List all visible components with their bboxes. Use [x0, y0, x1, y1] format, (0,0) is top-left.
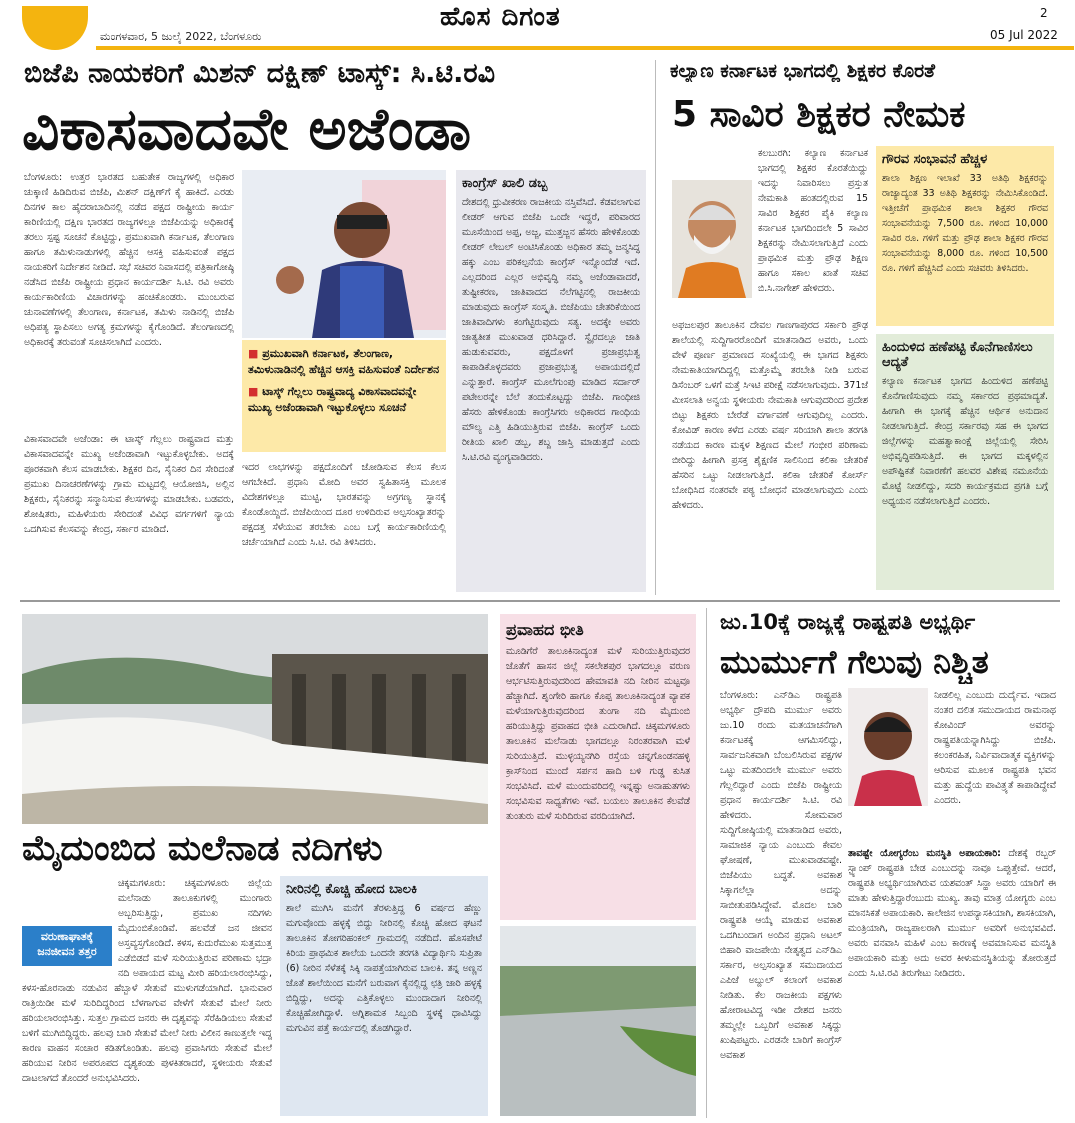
honorarium-text: ಶಾಲಾ ಶಿಕ್ಷಣ ಇಲಾಖೆ 33 ಅತಿಥಿ ಶಿಕ್ಷಕರನ್ನು ರಾಜ್ಯಾದ್ಯಂತ 33 ಅತಿಥಿ ಶಿಕ್ಷಕರನ್ನು ನೇಮಿಸಿಕೊಂಡಿದೆ. ಇತ್ತೀಚೆಗೆ ಪ್ರಾಥಮಿಕ ಶಾಲಾ ಶಿಕ್ಷಕರ ಗೌರವ ಸಂಭಾವನೆಯನ್ನು 7,500 ರೂ. ಗಳಿಂದ 10,000 ಸಾವಿರ ರೂ. ಗಳಿಗೆ ಮತ್ತು ಪ್ರೌಢ ಶಾಲಾ ಶಿಕ್ಷಕರ ಗೌರವ ಸಂಭಾವನೆಯನ್ನು 8,000 ರೂ. ಗಳಿಂದ 10,500 ರೂ. ಗಳಿಗೆ ಹೆಚ್ಚಿಸಿದೆ ಎಂದು ಸಚಿವರು ತಿಳಿಸಿದರು.: [882, 173, 1048, 274]
story1-headline: ವಿಕಾಸವಾದವೇ ಅಜೆಂಡಾ: [22, 96, 472, 162]
story4-rest-text: ದೇಶಕ್ಕೆ ರಬ್ಬರ್ ಸ್ಟ್ಯಾಂಪ್ ರಾಷ್ಟ್ರಪತಿ ಬೇಡ ಎಂಬುದನ್ನು ನಾವೂ ಒಪ್ಪುತ್ತೇವೆ. ಆದರೆ, ರಾಷ್ಟ್ರಪತಿ ಅಭ್ಯರ್ಥಿಯಾಗಿರುವ ಯಶವಂತ್ ಸಿನ್ಹಾ ಅವರು ಯಾರಿಗೆ ಈ ಮಾತು ಹೇಳುತ್ತಿದ್ದಾರೆಂಬುದು ಮುಖ್ಯ. ತಾವು ಮಾತ್ರ ಯೋಗ್ಯರು ಎಂಬ ಮಾನಸಿಕತೆ ಅಪಾಯಕಾರಿ. ಕಾಲೇಜಿನ ಉಪನ್ಯಾಸಕಿಯಾಗಿ, ಶಾಸಕಿಯಾಗಿ, ಮಂತ್ರಿಯಾಗಿ, ರಾಜ್ಯಪಾಲರಾಗಿ ಮುರ್ಮು ಅವರಿಗೆ ಅನುಭವವಿದೆ. ಅವರು ವನವಾಸಿ ಮಹಿಳೆ ಎಂಬ ಕಾರಣಕ್ಕೆ ಅವಮಾನಿಸುವ ಮನಸ್ಥಿತಿ ಅಪಾಯಕಾರಿ ಮತ್ತು ಅದು ಅವರ ಕೀಳುಮನಸ್ಥಿತಿಯನ್ನು ತೋರುತ್ತದೆ ಎಂದು ಸಿ.ಟಿ.ರವಿ ತಿರುಗೇಟು ನೀಡಿದರು.: [848, 848, 1056, 979]
story3-text: [22, 876, 272, 1116]
story4-subhead: ತಾವಷ್ಟೇ ಯೋಗ್ಯರೆಂಬ ಮನಸ್ಥಿತಿ ಅಪಾಯಕಾರಿ:: [848, 848, 1001, 859]
page-number: 2: [1040, 6, 1048, 20]
ct-ravi-photo: [242, 170, 446, 338]
story2-kicker: ಕಲ್ಯಾಣ ಕರ್ನಾಟಕ ಭಾಗದಲ್ಲಿ ಶಿಕ್ಷಕರ ಕೊರತೆ: [670, 60, 935, 82]
dam-photo: [22, 614, 488, 824]
story2-col-top: [672, 146, 868, 316]
girl-swept-box: [280, 876, 488, 1116]
story3-tag: ವರುಣಾಘಾತಕ್ಕೆ ಜನಜೀವನ ತತ್ತರ: [22, 926, 112, 966]
flood-road-photo: [500, 926, 696, 1116]
masthead: ಹೊಸ ದಿಗಂತ: [440, 2, 561, 32]
story2-lead-text: ಕಲಬುರಗಿ: ಕಲ್ಯಾಣ ಕರ್ನಾಟಕ ಭಾಗದಲ್ಲಿ ಶಿಕ್ಷಕರ ಕೊರತೆಯಿದ್ದು ಇದನ್ನು ನಿವಾರಿಸಲು ಪ್ರಸ್ತುತ ನೇಮಕಾತಿ ಹಂತದಲ್ಲಿರುವ 15 ಸಾವಿರ ಶಿಕ್ಷಕರ ಪೈಕಿ ಕಲ್ಯಾಣ ಕರ್ನಾಟಕ ಭಾಗದಿಂದಲೇ 5 ಸಾವಿರ ಶಿಕ್ಷಕರನ್ನು ನೇಮಿಸಲಾಗುತ್ತಿದೆ ಎಂದು ಪ್ರಾಥಮಿಕ ಮತ್ತು ಪ್ರೌಢ ಶಿಕ್ಷಣ ಹಾಗೂ ಸಕಾಲ ಖಾತೆ ಸಚಿವ ಬಿ.ಸಿ.ನಾಗೇಶ್ ಹೇಳಿದರು.: [758, 148, 868, 294]
column-divider: [706, 608, 707, 1118]
person-photo-icon: [242, 170, 446, 338]
backward-tag-title: ಹಿಂದುಳಿದ ಹಣೆಪಟ್ಟಿ ಕೊನೆಗಾಣಿಸಲು ಆದ್ಯತೆ: [882, 340, 1033, 370]
date-line: ಮಂಗಳವಾರ, 5 ಜುಲೈ 2022, ಬೆಂಗಳೂರು: [100, 30, 262, 43]
highlight-item: [248, 346, 440, 378]
flooded-road-icon: [500, 926, 696, 1116]
honorarium-box: [876, 146, 1054, 326]
person-photo-icon: [848, 688, 928, 806]
story4-col2-rest: [848, 846, 1056, 1118]
story4-col2: ನೀಡಲಿಲ್ಲ ಎಂಬುದು ದುರ್ದೈವ. ಇದಾದ ನಂತರ ದಲಿತ ಸಮುದಾಯದ ರಾಮನಾಥ ಕೋವಿಂದ್ ಅವರನ್ನು ರಾಷ್ಟ್ರಪತಿಯನ್ನಾಗಿಸಿದ್ದು ಬಿಜೆಪಿ. ಕಲಂಕರಹಿತ, ನಿರ್ವಿವಾದಾತ್ಮಕ ವ್ಯಕ್ತಿಗಳನ್ನು ಆರಿಸುವ ಮೂಲಕ ರಾಷ್ಟ್ರಪತಿ ಭವನ ಮತ್ತು ಹುದ್ದೆಯ ಪಾವಿತ್ರ್ಯತೆ ಕಾಪಾಡಿದ್ದೇವೆ ಎಂದರು.: [934, 690, 1056, 806]
story1-col1: ಬೆಂಗಳೂರು: ಉತ್ತರ ಭಾರತದ ಬಹುತೇಕ ರಾಜ್ಯಗಳಲ್ಲಿ ಅಧಿಕಾರ ಚುಕ್ಕಾಣಿ ಹಿಡಿದಿರುವ ಬಿಜೆಪಿ, ಮಿಶನ್ ದಕ್ಷಿಣ್‌ಗೆ ಕೈ ಹಾಕಿದೆ. ಎರಡು ದಿನಗಳ ಕಾಲ ಹೈದರಾಬಾದಿನಲ್ಲಿ ನಡೆದ ಪಕ್ಷದ ರಾಷ್ಟ್ರೀಯ ಕಾರ್ಯ ಕಾರಿಣಿಯಲ್ಲಿ ದಕ್ಷಿಣ ಭಾರತದ ರಾಜ್ಯಗಳಲ್ಲೂ ಬಿಜೆಪಿಯನ್ನು ಅಧಿಕಾರಕ್ಕೆ ತರಲು ಸ್ಪಷ್ಟ ಸೂಚನೆ ಕೊಟ್ಟಿದ್ದು, ಪ್ರಮುಖವಾಗಿ ಕರ್ನಾಟಕ, ತೆಲಂಗಾಣ ಹಾಗೂ ತಮಿಳುನಾಡುಗಳಲ್ಲಿ ಹೆಚ್ಚಿನ ಆಸಕ್ತಿ ವಹಿಸುವಂತೆ ಪಕ್ಷದ ನಾಯಕರಿಗೆ ನಿರ್ದೇಶನ ನೀಡಿದೆ. ಸಭೆ ಸಚಿವರ ನಿವಾಸದಲ್ಲಿ ಪತ್ರಿಕಾಗೋಷ್ಠಿ ನಡೆಸಿದ ಬಿಜೆಪಿ ರಾಷ್ಟ್ರೀಯ ಪ್ರಧಾನ ಕಾರ್ಯದರ್ಶಿ ಸಿ.ಟಿ. ರವಿ ಅವರು ಕಾರ್ಯಕಾರಿಣಿಯ ವಿಚಾರಗಳನ್ನು ಹಂಚಿಕೊಂಡರು. ಮುಂಬರುವ ಚುನಾವಣೆಗಳಲ್ಲಿ ತೆಲಂಗಾಣ, ಕರ್ನಾಟಕ, ತಮಿಳು ನಾಡಿನಲ್ಲಿ ಬಿಜೆಪಿ ಅಧಿಪತ್ಯ ಸ್ಥಾಪಿಸಲು ಅಗತ್ಯ ಕ್ರಮಗಳನ್ನು ಕೈಗೊಂಡಿದೆ. ತೆಲಂಗಾಣದಲ್ಲಿ ಅಧಿಕಾರಕ್ಕೆ ತರುವಂತೆ ಸೂಚಿಸಲಾಗಿದೆ ಎಂದರು.: [24, 172, 234, 348]
story2-headline: 5 ಸಾವಿರ ಶಿಕ್ಷಕರ ನೇಮಕ: [672, 94, 966, 135]
sidebar-title: ಕಾಂಗ್ರೆಸ್ ಖಾಲಿ ಡಬ್ಬ: [462, 176, 548, 191]
story4-headline: ಮುರ್ಮುಗೆ ಗೆಲುವು ನಿಶ್ಚಿತ: [720, 643, 989, 681]
section-rule: [20, 600, 1060, 602]
story3-body: ಚಿಕ್ಕಮಗಳೂರು: ಚಿಕ್ಕಮಗಳೂರು ಜಿಲ್ಲೆಯ ಮಲೆನಾಡು ತಾಲೂಕುಗಳಲ್ಲಿ ಮುಂಗಾರು ಅಬ್ಬರಿಸುತ್ತಿದ್ದು, ಪ್ರಮುಖ ನದಿಗಳು ಮೈದುಂಬಿಕೊಂಡಿವೆ. ಹಲವೆಡೆ ಜನ ಜೀವನ ಅಸ್ತವ್ಯಸ್ತಗೊಂಡಿದೆ. ಕಳಸ, ಕುದುರೆಮುಖ ಸುತ್ತಮುತ್ತ ಎಡೆಬಿಡದೆ ಮಳೆ ಸುರಿಯುತ್ತಿರುವ ಪರಿಣಾಮ ಭದ್ರಾ ನದಿ ಅಪಾಯದ ಮಟ್ಟ ಮೀರಿ ಹರಿಯಲಾರಂಭಿಸಿದ್ದು, ಕಳಸ-ಹೊರನಾಡು ನಡುವಿನ ಹೆಬ್ಬಾಳೆ ಸೇತುವೆ ಮುಳುಗಡೆಯಾಗಿದೆ. ಭಾನುವಾರ ರಾತ್ರಿಯಿಡೀ ಮಳೆ ಸುರಿದಿದ್ದರಿಂದ ಬೆಳಗಾಗುವ ವೇಳೆಗೆ ಸೇತುವೆ ಮೇಲೆ ನೀರು ಹರಿಯಲಾರಂಭಿಸಿತ್ತು. ಸುತ್ತಲ ಗ್ರಾಮದ ಜನರು ಈ ದೃಶ್ಯವನ್ನು ಸೆರೆಹಿಡಿಯಲು ಸೇತುವೆ ಬಳಿಗೆ ಮುಗಿಬಿದ್ದಿದ್ದರು. ಹಲವು ಬಾರಿ ಸೇತುವೆ ಮೇಲೆ ನೀರು ವಿಲೀನ ಕಾಣುತ್ತಲೇ ಇದ್ದ ಕಾರಣ ವಾಹನ ಸಂಚಾರ ಕಡಿತಗೊಂಡಿತು. ಹಲವು ಪ್ರವಾಸಿಗರು ಸೇತುವೆ ಮೇಲೆ ಹರಿಯುವ ನೀರಿನ ಅಪರೂಪದ ದೃಶ್ಯಕಂಡು ಪುಳಕಿತರಾದರೆ, ಸ್ಥಳೀಯರು ಸೇತುವೆ ದಾಟಲಾಗದೆ ತೊಂದರೆ ಅನುಭವಿಸಿದರು.: [22, 878, 272, 1084]
backward-tag-box: [876, 334, 1054, 590]
print-date: 05 Jul 2022: [990, 28, 1058, 42]
highlight-text: ಪ್ರಮುಖವಾಗಿ ಕರ್ನಾಟಕ, ತೆಲಂಗಾಣ, ತಮಿಳುನಾಡಿನಲ್ಲಿ ಹೆಚ್ಚಿನ ಆಸಕ್ತಿ ವಹಿಸುವಂತೆ ನಿರ್ದೇಶನ: [248, 347, 440, 376]
bullet-icon: ■: [248, 385, 263, 398]
murmu-photo: [848, 688, 928, 806]
girl-swept-title: ನೀರಿನಲ್ಲಿ ಕೊಚ್ಚಿ ಹೋದ ಬಾಲಕಿ: [286, 882, 418, 897]
story1-kicker: ಬಿಜೆಪಿ ನಾಯಕರಿಗೆ ಮಿಶನ್ ದಕ್ಷಿಣ್ ಟಾಸ್ಕ್: ಸಿ.ಟಿ.ರವಿ: [24, 58, 496, 89]
page-header: [0, 0, 1075, 52]
highlight-item: [248, 384, 440, 416]
flood-fear-box: [500, 614, 696, 920]
sidebar-text: ದೇಶದಲ್ಲಿ ಧ್ರುವೀಕರಣ ರಾಜಕೀಯ ನಸ್ತಿವೆಸಿದೆ. ಕೆಡವಲಾಗುವ ಲೀಡರ್ ಆಗುವ ಬಿಜೆಪಿ ಒಂದೇ ಇದ್ದರೆ, ಪರಿವಾರದ ಮೂಸೆಯಿಂದ ಅಪ್ಪ, ಅಜ್ಜ, ಮುತ್ತಜ್ಜನ ಹೆಸರು ಹೇಳಿಕೊಂಡು ಲೀಡರ್ ಲೇಬಲ್ ಅಂಟಿಸಿಕೊಂಡು ಅಧಿಕಾರ ತಮ್ಮ ಜನ್ಮಸಿದ್ಧ ಹಕ್ಕು ಎಂಬ ಪರಿಕಲ್ಪನೆಯ ಕಾಂಗ್ರೆಸ್ ಇನ್ನೊಂದೆಡೆ ಇದೆ. ಎಲ್ಲದರಿಂದ ಎಲ್ಲರ ಅಭಿವೃದ್ಧಿ ನಮ್ಮ ಅಜೆಂಡಾವಾದರೆ, ತುಷ್ಟೀಕರಣ, ಜಾತಿವಾದದ ನೆಲೆಗಟ್ಟಿನಲ್ಲಿ ರಾಜಕೀಯ ಮಾಡುವುದು ಕಾಂಗ್ರೆಸ್ ಸಂಸ್ಕೃತಿ. ಬಿಜೆಪಿಯು ಚೇತರಿಕೆಯಿಂದ ಜಾತಿವಾದಿಗಳು ಕಂಗೆಟ್ಟಿರುವುದು ಸತ್ಯ. ಅದಕ್ಕೇ ಅವರು ಜಾತ್ಯತೀತ ಮುಖವಾಡ ಧರಿಸಿದ್ದಾರೆ. ಸ್ವೈರದಲ್ಲೂ ಜಾತಿ ಹುಡುಕುವವರು, ಪಕ್ಷದೊಳಗೆ ಪ್ರಜಾಪ್ರಭುತ್ವ ಕಾಪಾಡಿಕೊಳ್ಳದವರು ಪ್ರಜಾಪ್ರಭುತ್ವ ಅಪಾಯದಲ್ಲಿದೆ ಎನ್ನುತ್ತಾರೆ. ಕಾಂಗ್ರೆಸ್ ಮೂಲೆಗುಂಪು ಮಾಡಿದ ಸರ್ದಾರ್ ಪಟೇಲರನ್ನೇ ಬೆಲೆ ತಂದುಕೊಟ್ಟದ್ದು ಬಿಜೆಪಿ. ಗಾಂಧೀಜಿ ಹೆಸರು ಹೇಳಿಕೊಂಡು ಕಾಂಗ್ರೆಸಿಗರು ಅಧಿಕಾರದ ಗಾಂಧಿಯ ಮೌಲ್ಯ ಎತ್ತಿ ಹಿಡಿಯುತ್ತಿರುವ ಬಿಜೆಪಿ. ಕಾಂಗ್ರೆಸ್ ಒಂದು ರೀತಿಯ ಖಾಲಿ ಡಬ್ಬ, ಶಬ್ದ ಜಾಸ್ತಿ ಮಾಡುತ್ತದೆ ಎಂದು ಸಿ.ಟಿ.ರವಿ ವ್ಯಂಗ್ಯವಾಡಿದರು.: [462, 197, 640, 463]
flood-fear-title: ಪ್ರವಾಹದ ಭೀತಿ: [506, 620, 584, 639]
dam-water-icon: [22, 614, 488, 824]
congress-sidebar: [456, 170, 646, 592]
backward-tag-text: ಕಲ್ಯಾಣ ಕರ್ನಾಟಕ ಭಾಗದ ಹಿಂದುಳಿದ ಹಣೆಪಟ್ಟಿ ಕೊನೆಗಾಣಿಸುವುದು ನಮ್ಮ ಸರ್ಕಾರದ ಪ್ರಥಮಾದ್ಯತೆ. ಹೀಗಾಗಿ ಈ ಭಾಗಕ್ಕೆ ಹೆಚ್ಚಿನ ಆರ್ಥಿಕ ಅನುದಾನ ನೀಡಲಾಗುತ್ತಿದೆ. ಕೇಂದ್ರ ಸರ್ಕಾರವು ಸಹ ಈ ಭಾಗದ ಜಿಲ್ಲೆಗಳನ್ನು ಮಹತ್ವಾಕಾಂಕ್ಷೆ ಜಿಲ್ಲೆಯಲ್ಲಿ ಸೇರಿಸಿ ಅಭಿವೃದ್ಧಿಪಡಿಸುತ್ತಿದೆ. ಈ ಭಾಗದ ಮಕ್ಕಳಲ್ಲಿನ ಅಪೌಷ್ಟಿಕತೆ ನಿವಾರಣೆಗೆ ಹಲವರ ವಿಶೇಷ ನಮೂನೆಯ ಮೊಟ್ಟೆ ನೀಡಲಿದ್ದು, ಸದರಿ ಕಾರ್ಯಕ್ರಮದ ಪ್ರಗತಿ ಬಗ್ಗೆ ಅಧ್ಯಯನ ನಡೆಸಲಾಗುತ್ತಿದೆ ಎಂದರು.: [882, 376, 1048, 507]
header-rule: [96, 46, 1074, 50]
story3-headline: ಮೈದುಂಬಿದ ಮಲೆನಾಡ ನದಿಗಳು: [22, 829, 383, 869]
girl-swept-text: ಶಾಲೆ ಮುಗಿಸಿ ಮನೆಗೆ ತೆರಳುತ್ತಿದ್ದ 6 ವರ್ಷದ ಹೆಣ್ಣು ಮಗುವೊಂದು ಹಳ್ಳಕ್ಕೆ ಬಿದ್ದು ನೀರಿನಲ್ಲಿ ಕೊಚ್ಚಿ ಹೋದ ಘಟನೆ ತಾಲೂಕಿನ ತೋಗರಿಹಂಕಲ್ ಗ್ರಾಮದಲ್ಲಿ ನಡೆದಿದೆ. ಹೊಸಪೇಟೆ ಕಿರಿಯ ಪ್ರಾಥಮಿಕ ಶಾಲೆಯ ಒಂದನೇ ತರಗತಿ ವಿದ್ಯಾರ್ಥಿನಿ ಸುಪ್ರಿತಾ (6) ನೀರಿನ ಸೆಳೆತಕ್ಕೆ ಸಿಕ್ಕಿ ನಾಪತ್ತೆಯಾಗಿರುವ ಬಾಲಕಿ. ತನ್ನ ಅಣ್ಣನ ಜೊತೆ ಶಾಲೆಯಿಂದ ಮನೆಗೆ ಬರುವಾಗ ಕೈನಲ್ಲಿದ್ದ ಛತ್ರಿ ಜಾರಿ ಹಳ್ಳಕ್ಕೆ ಬಿದ್ದಿದ್ದು, ಅದನ್ನು ಎತ್ತಿಕೊಳ್ಳಲು ಮುಂದಾದಾಗ ನೀರಿನಲ್ಲಿ ಕೊಚ್ಚಿಹೋಗಿದ್ದಾಳೆ. ಅಗ್ನಿಶಾಮಕ ಸಿಬ್ಬಂದಿ ಸ್ಥಳಕ್ಕೆ ಧಾವಿಸಿದ್ದು ಮಗುವಿನ ಪತ್ತೆ ಕಾರ್ಯದಲ್ಲಿ ತೊಡಗಿದ್ದಾರೆ.: [286, 903, 482, 1034]
story1-col2b: ಇದರ ಲಾಭಗಳನ್ನು ಪಕ್ಷದೊಂದಿಗೆ ಜೋಡಿಸುವ ಕೆಲಸ ಕೆಲಸ ಆಗಬೇಕಿದೆ. ಪ್ರಧಾನಿ ಮೋದಿ ಅವರ ಸ್ವಹಿತಾಸಕ್ತಿ ಮೂಲಕ ವಿದೇಶಗಳಲ್ಲೂ ಮುಟ್ಟಿ, ಭಾರತವನ್ನು ಅಗ್ರಗಣ್ಯ ಸ್ಥಾನಕ್ಕೆ ಕೊಂಡೊಯ್ದಿದೆ. ಬಿಜೆಪಿಯಿಂದ ದೂರ ಉಳಿದಿರುವ ಅಲ್ಪಸಂಖ್ಯಾತರನ್ನು ಪಕ್ಷದತ್ತ ಸೆಳೆಯುವ ತರಬೇಕು ಎಂಬ ಬಗ್ಗೆ ಕಾರ್ಯಕಾರಿಣಿಯಲ್ಲಿ ಚರ್ಚೆಯಾಗಿದೆ ಎಂದು ಸಿ.ಟಿ. ರವಿ ತಿಳಿಸಿದರು.: [242, 462, 446, 548]
story4-col1: ಬೆಂಗಳೂರು: ಎನ್‌ಡಿಎ ರಾಷ್ಟ್ರಪತಿ ಅಭ್ಯರ್ಥಿ ದ್ರೌಪದಿ ಮುರ್ಮು ಅವರು ಜು.10 ರಂದು ಮತಯಾಚನೆಗಾಗಿ ಕರ್ನಾಟಕಕ್ಕೆ ಆಗಮಿಸಲಿದ್ದು, ಸಾರ್ವಜನಿಕವಾಗಿ ಬೆಂಬಲಿಸಿರುವ ಪಕ್ಷಗಳ ಒಟ್ಟು ಮತದಿಂದಲೇ ಮುರ್ಮು ಅವರು ಗೆಲ್ಲಲಿದ್ದಾರೆ ಎಂದು ಬಿಜೆಪಿ ರಾಷ್ಟ್ರೀಯ ಪ್ರಧಾನ ಕಾರ್ಯದರ್ಶಿ ಸಿ.ಟಿ. ರವಿ ಹೇಳಿದರು. ಸೋಮವಾರ ಸುದ್ದಿಗೋಷ್ಠಿಯಲ್ಲಿ ಮಾತನಾಡಿದ ಅವರು, ಸಾಮಾಜಿಕ ನ್ಯಾಯ ಎಂಬುದು ಕೇವಲ ಘೋಷಣೆ, ಮುಖವಾಡವಷ್ಟೇ. ಬಿಜೆಪಿಯು ಬದ್ಧತೆ. ಅವಕಾಶ ಸಿಕ್ಕಾಗಲೆಲ್ಲಾ ಅದನ್ನು ಸಾಬೀತುಪಡಿಸಿದ್ದೇವೆ. ಮೊದಲ ಬಾರಿ ರಾಷ್ಟ್ರಪತಿ ಆಯ್ಕೆ ಮಾಡುವ ಅವಕಾಶ ಒದಗಿಬಂದಾಗ ಅಂದಿನ ಪ್ರಧಾನಿ ಅಟಲ್ ಬಿಹಾರಿ ವಾಜಪೇಯಿ ನೇತೃತ್ವದ ಎನ್‌ಡಿಎ ಸರ್ಕಾರ, ಅಲ್ಪಸಂಖ್ಯಾತ ಸಮುದಾಯದ ಎಪಿಜೆ ಅಬ್ದುಲ್ ಕಲಾಂಗೆ ಅವಕಾಶ ನೀಡಿತು. ಕೆಲ ರಾಜಕೀಯ ಪಕ್ಷಗಳು ಹೋರಾಟವಿದ್ದ ಇಡೀ ದೇಶದ ಜನರು ತಮ್ಮಲ್ಲೇ ಒಬ್ಬರಿಗೆ ಅವಕಾಶ ಸಿಕ್ಕದ್ದು ಖುಷಿಪಟ್ಟರು. ಎರಡನೇ ಬಾರಿಗೆ ಕಾಂಗ್ರೆಸ್ ಅವಕಾಶ: [720, 690, 842, 1061]
story4-kicker: ಜು.10ಕ್ಕೆ ರಾಜ್ಯಕ್ಕೆ ರಾಷ್ಟ್ರಪತಿ ಅಭ್ಯರ್ಥಿ: [720, 610, 976, 634]
story2-col-bottom: ಅಫಜಲಪುರ ತಾಲೂಕಿನ ದೇವಲ ಗಾಣಗಾಪುರದ ಸರ್ಕಾರಿ ಪ್ರೌಢ ಶಾಲೆಯಲ್ಲಿ ಸುದ್ದಿಗಾರರೊಂದಿಗೆ ಮಾತನಾಡಿದ ಅವರು, ಒಂದು ವೇಳೆ ಪೂರ್ಣ ಪ್ರಮಾಣದ ಸಂಖ್ಯೆಯಲ್ಲಿ ಈ ಭಾಗದ ಶಿಕ್ಷಕರು ನೇಮಕಾತಿಯಾಗದಿದ್ದಲ್ಲಿ ಮತ್ತೊಮ್ಮೆ ತರಬೇತಿ ನೀಡಿ ಬರುವ ಡಿಸೆಂಬರ್ ಒಳಗೆ ಮತ್ತೆ ಸಿಇಟಿ ಪರೀಕ್ಷೆ ನಡೆಸಲಾಗುವುದು. 371ಜೆ ಮೀಸಲಾತಿ ಅನ್ವಯ ಸ್ಥಳೀಯರು ನೇಮಕಾತಿ ಆಗುವುದರಿಂದ ಪ್ರದೇಶ ಬಿಟ್ಟು ಶಿಕ್ಷಕರು ಬೇರೆಡೆ ವರ್ಗಾವಣೆ ಆಗುವುದಿಲ್ಲ ಎಂದರು. ಕೋವಿಡ್ ಕಾರಣ ಕಳೆದ ಎರಡು ವರ್ಷ ಸರಿಯಾಗಿ ಶಾಲಾ ತರಗತಿ ನಡೆಯದ ಕಾರಣ ಮಕ್ಕಳ ಶಿಕ್ಷಣದ ಮೇಲೆ ಗಂಭೀರ ಪರಿಣಾಮ ಬೀರಿದ್ದು ಹೀಗಾಗಿ ಪ್ರಸಕ್ತ ಶೈಕ್ಷಣಿಕ ಸಾಲಿನಿಂದ ಕಲಿಕಾ ಚೇತರಿಕೆ ಹೆಸರಿನ ಒಟ್ಟು ನೀಡಲಾಗುತ್ತಿದೆ. ಕಲಿಕಾ ಚೇತರಿಕೆ ಕೋರ್ಸ್ ಬೋಧಿಸಿದ ನಂತರವೇ ಪಠ್ಯ ಬೋಧನೆ ಮಾಡಲಾಗುವುದು ಎಂದು ಹೇಳಿದರು.: [672, 320, 868, 511]
story1-highlights: [242, 340, 446, 452]
highlight-text: ಟಾಸ್ಕ್ ಗೆಲ್ಲಲು ರಾಷ್ಟ್ರವಾದ್ಯ ವಿಕಾಸವಾದವನ್ನೇ ಮುಖ್ಯ ಅಜೆಂಡಾವಾಗಿ ಇಟ್ಟುಕೊಳ್ಳಲು ಸೂಚನೆ: [248, 385, 417, 414]
bullet-icon: ■: [248, 347, 263, 360]
flood-fear-text: ಮೂಡಿಗೆರೆ ತಾಲೂಕಿನಾದ್ಯಂತ ಮಳೆ ಸುರಿಯುತ್ತಿರುವುದರ ಜೊತೆಗೆ ಹಾಸನ ಜಿಲ್ಲೆ ಸಕಲೇಶಪುರ ಭಾಗದಲ್ಲೂ ವರುಣ ಆರ್ಭಟಿಸುತ್ತಿರುವುದರಿಂದ ಹೇಮಾವತಿ ನದಿ ನೀರಿನ ಮಟ್ಟವೂ ಹೆಚ್ಚಾಗಿದೆ. ಶೃಂಗೇರಿ ಹಾಗೂ ಕೊಪ್ಪ ತಾಲೂಕಿನಾದ್ಯಂತ ವ್ಯಾಪಕ ಮಳೆಯಾಗುತ್ತಿರುವುದರಿಂದ ತುಂಗಾ ನದಿ ಮೈದುಂಬಿ ಹರಿಯುತ್ತಿದ್ದು ಪ್ರವಾಹದ ಭೀತಿ ಎದುರಾಗಿದೆ. ಚಿಕ್ಕಮಗಳೂರು ತಾಲೂಕಿನ ಮಲೆನಾಡು ಭಾಗದಲ್ಲೂ ನಿರಂತರವಾಗಿ ಮಳೆ ಸುರಿಯುತ್ತಿದೆ. ಮುಳ್ಳಯ್ಯನಗಿರಿ ರಸ್ತೆಯ ಚನ್ನಗೊಂಡನಹಳ್ಳಿ ಕ್ರಾಸ್‌ನಿಂದ ಮುಂದೆ ಸರ್ಪನ ಹಾದಿ ಬಳಿ ಗುಡ್ಡ ಕುಸಿತ ಸಂಭವಿಸಿದೆ. ಮಳೆ ಮುಂದುವರಿದಲ್ಲಿ ಇನ್ನಷ್ಟು ಅನಾಹುತಗಳು ಸಂಭವಿಸುವ ಸಾಧ್ಯತೆಗಳು ಇವೆ. ಬಯಲು ತಾಲೂಕಿನ ಕೆಲವೆಡೆ ತುಂತುರು ಮಳೆ ಸುರಿದಿರುವ ವರದಿಯಾಗಿದೆ.: [506, 646, 690, 822]
column-divider: [655, 60, 656, 595]
section-badge: [22, 6, 88, 50]
honorarium-title: ಗೌರವ ಸಂಭಾವನೆ ಹೆಚ್ಚಳ: [882, 152, 988, 167]
story1-col1b: ವಿಕಾಸವಾದವೇ ಅಜೆಂಡಾ: ಈ ಟಾಸ್ಕ್ ಗೆಲ್ಲಲು ರಾಷ್ಟ್ರವಾದ ಮತ್ತು ವಿಕಾಸವಾದವನ್ನೇ ಮುಖ್ಯ ಅಜೆಂಡಾವಾಗಿ ಇಟ್ಟುಕೊಳ್ಳಬೇಕು. ಅದಕ್ಕೆ ಪೂರಕವಾಗಿ ಕೆಲಸ ಮಾಡಬೇಕು. ಶಿಕ್ಷಕರ ದಿನ, ಸೈನಿಕರ ದಿನ ಸೇರಿದಂತೆ ಪ್ರಮುಖ ದಿನಾಚರಣೆಗಳನ್ನು ಗ್ರಾಮ ಮಟ್ಟದಲ್ಲಿ ಆಯೋಜಿಸಿ, ಅಲ್ಲಿನ ಶಿಕ್ಷಕರು, ಸೈನಿಕರನ್ನು ಸನ್ಮಾನಿಸುವ ಕೆಲಸಗಳನ್ನು ಮಾಡಬೇಕು. ಬಡವರು, ಶೋಷಿತರು, ಮಹಿಳೆಯರು ಸೇರಿದಂತೆ ವಿವಿಧ ವರ್ಗಗಳಿಗೆ ನ್ಯಾಯ ಒದಗಿಸುವ ಕೆಲಸವನ್ನು ಕೇಂದ್ರ, ಸರ್ಕಾರ ಮಾಡಿದೆ.: [24, 434, 234, 535]
